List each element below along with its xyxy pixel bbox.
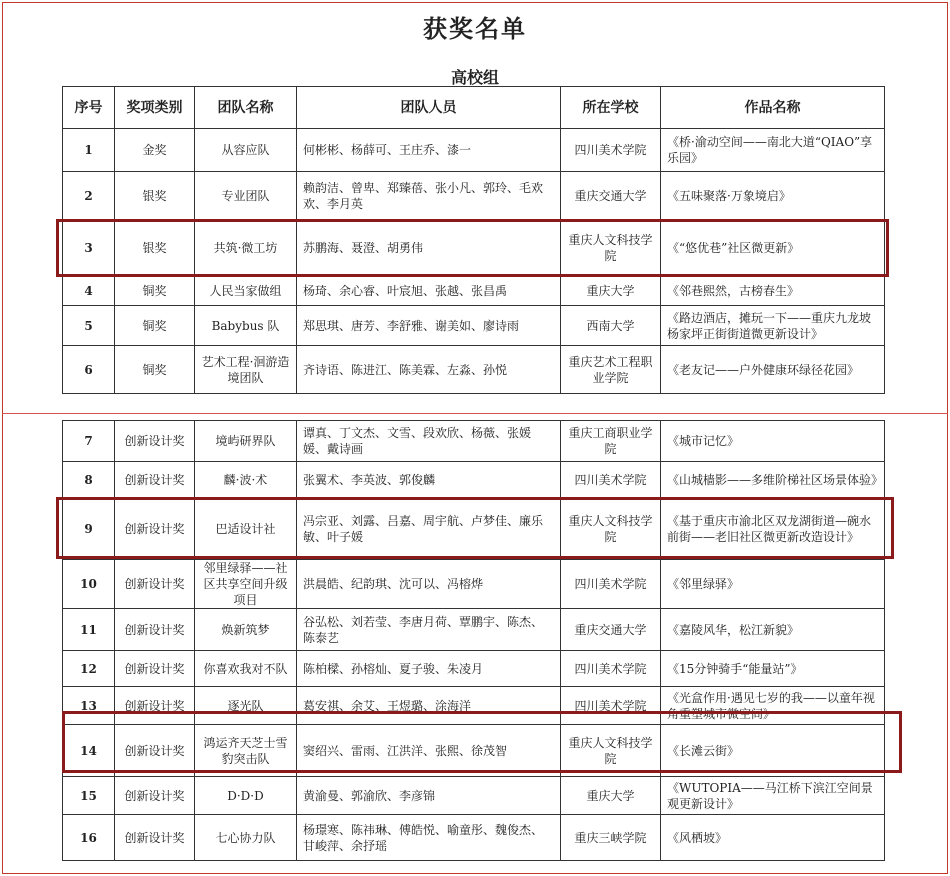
cell-no: 15: [63, 777, 115, 815]
table-row: [63, 421, 885, 462]
table-row: [63, 687, 885, 725]
cell-team: 巴适设计社: [195, 498, 297, 560]
cell-no: 12: [63, 651, 115, 687]
cell-school: 四川美术学院: [561, 129, 661, 172]
cell-award: 创新设计奖: [115, 421, 195, 462]
section-title: 高校组: [450, 68, 499, 87]
cell-work: 《光盒作用·遇见七岁的我——以童年视角重塑城市微空间》: [661, 687, 885, 725]
cell-award: 银奖: [115, 172, 195, 220]
cell-members: 葛安祺、余艾、王煜璐、涂海洋: [297, 687, 561, 725]
cell-work: 《WUTOPIA——马江桥下滨江空间景观更新设计》: [661, 777, 885, 815]
cell-no: 11: [63, 609, 115, 651]
cell-members: 苏鹏海、聂澄、胡勇伟: [297, 220, 561, 276]
cell-work: 《15分钟骑手“能量站”》: [661, 651, 885, 687]
cell-work: 《风栖坡》: [661, 815, 885, 861]
cell-members: 郑思琪、唐芳、李舒雅、谢美如、廖诗雨: [297, 306, 561, 346]
cell-school: 重庆大学: [561, 276, 661, 306]
awards-table-bottom: [62, 420, 885, 861]
cell-school: 西南大学: [561, 306, 661, 346]
cell-award: 创新设计奖: [115, 777, 195, 815]
cell-members: 冯宗亚、刘露、吕嘉、周宇航、卢梦佳、廉乐敏、叶子媛: [297, 498, 561, 560]
cell-members: 黄渝曼、郭渝欣、李彦锦: [297, 777, 561, 815]
cell-no: 7: [63, 421, 115, 462]
cell-work: 《“悠优巷”社区微更新》: [661, 220, 885, 276]
table-row: [63, 609, 885, 651]
cell-team: 专业团队: [195, 172, 297, 220]
cell-team: 从容应队: [195, 129, 297, 172]
cell-school: 重庆人文科技学院: [561, 498, 661, 560]
document-title: 获奖名单: [423, 14, 527, 43]
table-row: [63, 777, 885, 815]
cell-award: 创新设计奖: [115, 815, 195, 861]
cell-no: 5: [63, 306, 115, 346]
cell-award: 铜奖: [115, 346, 195, 394]
cell-members: 张翼术、李英波、郭俊麟: [297, 462, 561, 498]
cell-team: 人民当家做组: [195, 276, 297, 306]
cell-work: 《长滩云街》: [661, 725, 885, 777]
cell-school: 四川美术学院: [561, 462, 661, 498]
cell-work: 《嘉陵风华，松江新貌》: [661, 609, 885, 651]
cell-award: 创新设计奖: [115, 462, 195, 498]
cell-members: 杨璟寒、陈祎琳、傅皓悦、喻童彤、魏俊杰、甘峻萍、余抒瑶: [297, 815, 561, 861]
table-row: [63, 172, 885, 220]
cell-school: 重庆交通大学: [561, 609, 661, 651]
cell-work: 《五味聚落·万象境启》: [661, 172, 885, 220]
cell-team: 境屿研界队: [195, 421, 297, 462]
cell-award: 创新设计奖: [115, 498, 195, 560]
header-work: 作品名称: [661, 87, 885, 129]
header-team: 团队名称: [195, 87, 297, 129]
header-no: 序号: [63, 87, 115, 129]
cell-work: 《桥·渝动空间——南北大道“QIAO”享乐园》: [661, 129, 885, 172]
cell-members: 齐诗语、陈进江、陈美霖、左淼、孙悦: [297, 346, 561, 394]
cell-no: 8: [63, 462, 115, 498]
cell-award: 创新设计奖: [115, 651, 195, 687]
cell-members: 杨琦、余心睿、叶宸旭、张越、张昌禹: [297, 276, 561, 306]
cell-no: 9: [63, 498, 115, 560]
cell-team: 鸿运齐天芝士雪豹突击队: [195, 725, 297, 777]
cell-work: 《基于重庆市渝北区双龙湖街道—碗水前街——老旧社区微更新改造设计》: [661, 498, 885, 560]
cell-members: 何彬彬、杨薛可、王庄乔、漆一: [297, 129, 561, 172]
table-row: [63, 276, 885, 306]
cell-school: 重庆大学: [561, 777, 661, 815]
cell-school: 四川美术学院: [561, 687, 661, 725]
cell-members: 陈柏樑、孙榕灿、夏子骏、朱凌月: [297, 651, 561, 687]
cell-work: 《山城樯影——多维阶梯社区场景体验》: [661, 462, 885, 498]
cell-team: Babybus 队: [195, 306, 297, 346]
cell-no: 4: [63, 276, 115, 306]
cell-school: 重庆人文科技学院: [561, 220, 661, 276]
cell-no: 16: [63, 815, 115, 861]
cell-school: 重庆交通大学: [561, 172, 661, 220]
cell-no: 2: [63, 172, 115, 220]
cell-work: 《路边酒店，摊玩一下——重庆九龙坡杨家坪正街街道微更新设计》: [661, 306, 885, 346]
cell-team: 你喜欢我对不队: [195, 651, 297, 687]
cell-members: 洪晨皓、纪韵琪、沈可以、冯榕烨: [297, 560, 561, 609]
cell-no: 1: [63, 129, 115, 172]
cell-work: 《老友记——户外健康环绿径花园》: [661, 346, 885, 394]
cell-school: 重庆工商职业学院: [561, 421, 661, 462]
header-award: 奖项类别: [115, 87, 195, 129]
cell-members: 窦绍兴、雷雨、江洪洋、张熙、徐茂智: [297, 725, 561, 777]
cell-school: 重庆三峡学院: [561, 815, 661, 861]
cell-team: 七心协力队: [195, 815, 297, 861]
table-row: [63, 306, 885, 346]
cell-no: 6: [63, 346, 115, 394]
table-row: [63, 651, 885, 687]
table-row: [63, 346, 885, 394]
cell-members: 谷弘松、刘若莹、李唐月荷、覃鹏宇、陈杰、陈泰艺: [297, 609, 561, 651]
cell-no: 10: [63, 560, 115, 609]
cell-school: 四川美术学院: [561, 560, 661, 609]
cell-team: 逐光队: [195, 687, 297, 725]
cell-work: 《邻里绿驿》: [661, 560, 885, 609]
header-members: 团队人员: [297, 87, 561, 129]
cell-work: 《城市记忆》: [661, 421, 885, 462]
cell-members: 赖韵洁、曾卑、郑臻蓓、张小凡、郭玲、毛欢欢、李月英: [297, 172, 561, 220]
cell-team: 邻里绿驿——社区共享空间升级项目: [195, 560, 297, 609]
table-row: [63, 560, 885, 609]
table-row: [63, 129, 885, 172]
table-row: [63, 725, 885, 777]
cell-award: 铜奖: [115, 306, 195, 346]
cell-award: 银奖: [115, 220, 195, 276]
cell-school: 重庆艺术工程职业学院: [561, 346, 661, 394]
table-row: [63, 462, 885, 498]
awards-table-top: [62, 86, 885, 394]
cell-team: 艺术工程·洄游造境团队: [195, 346, 297, 394]
cell-award: 创新设计奖: [115, 725, 195, 777]
cell-members: 谭真、丁文杰、文雪、段欢欣、杨薇、张媛媛、戴诗画: [297, 421, 561, 462]
cell-work: 《邻巷熙然，古榜春生》: [661, 276, 885, 306]
cell-team: 共筑·微工坊: [195, 220, 297, 276]
cell-award: 创新设计奖: [115, 687, 195, 725]
cell-award: 创新设计奖: [115, 560, 195, 609]
cell-team: D·D·D: [195, 777, 297, 815]
cell-no: 13: [63, 687, 115, 725]
cell-team: 焕新筑梦: [195, 609, 297, 651]
cell-team: 麟·波·术: [195, 462, 297, 498]
cell-school: 四川美术学院: [561, 651, 661, 687]
table-row: [63, 815, 885, 861]
cell-award: 铜奖: [115, 276, 195, 306]
cell-school: 重庆人文科技学院: [561, 725, 661, 777]
table-header-row: [63, 87, 885, 129]
cell-award: 金奖: [115, 129, 195, 172]
cell-no: 14: [63, 725, 115, 777]
cell-award: 创新设计奖: [115, 609, 195, 651]
table-row: [63, 498, 885, 560]
cell-no: 3: [63, 220, 115, 276]
header-school: 所在学校: [561, 87, 661, 129]
table-row: [63, 220, 885, 276]
